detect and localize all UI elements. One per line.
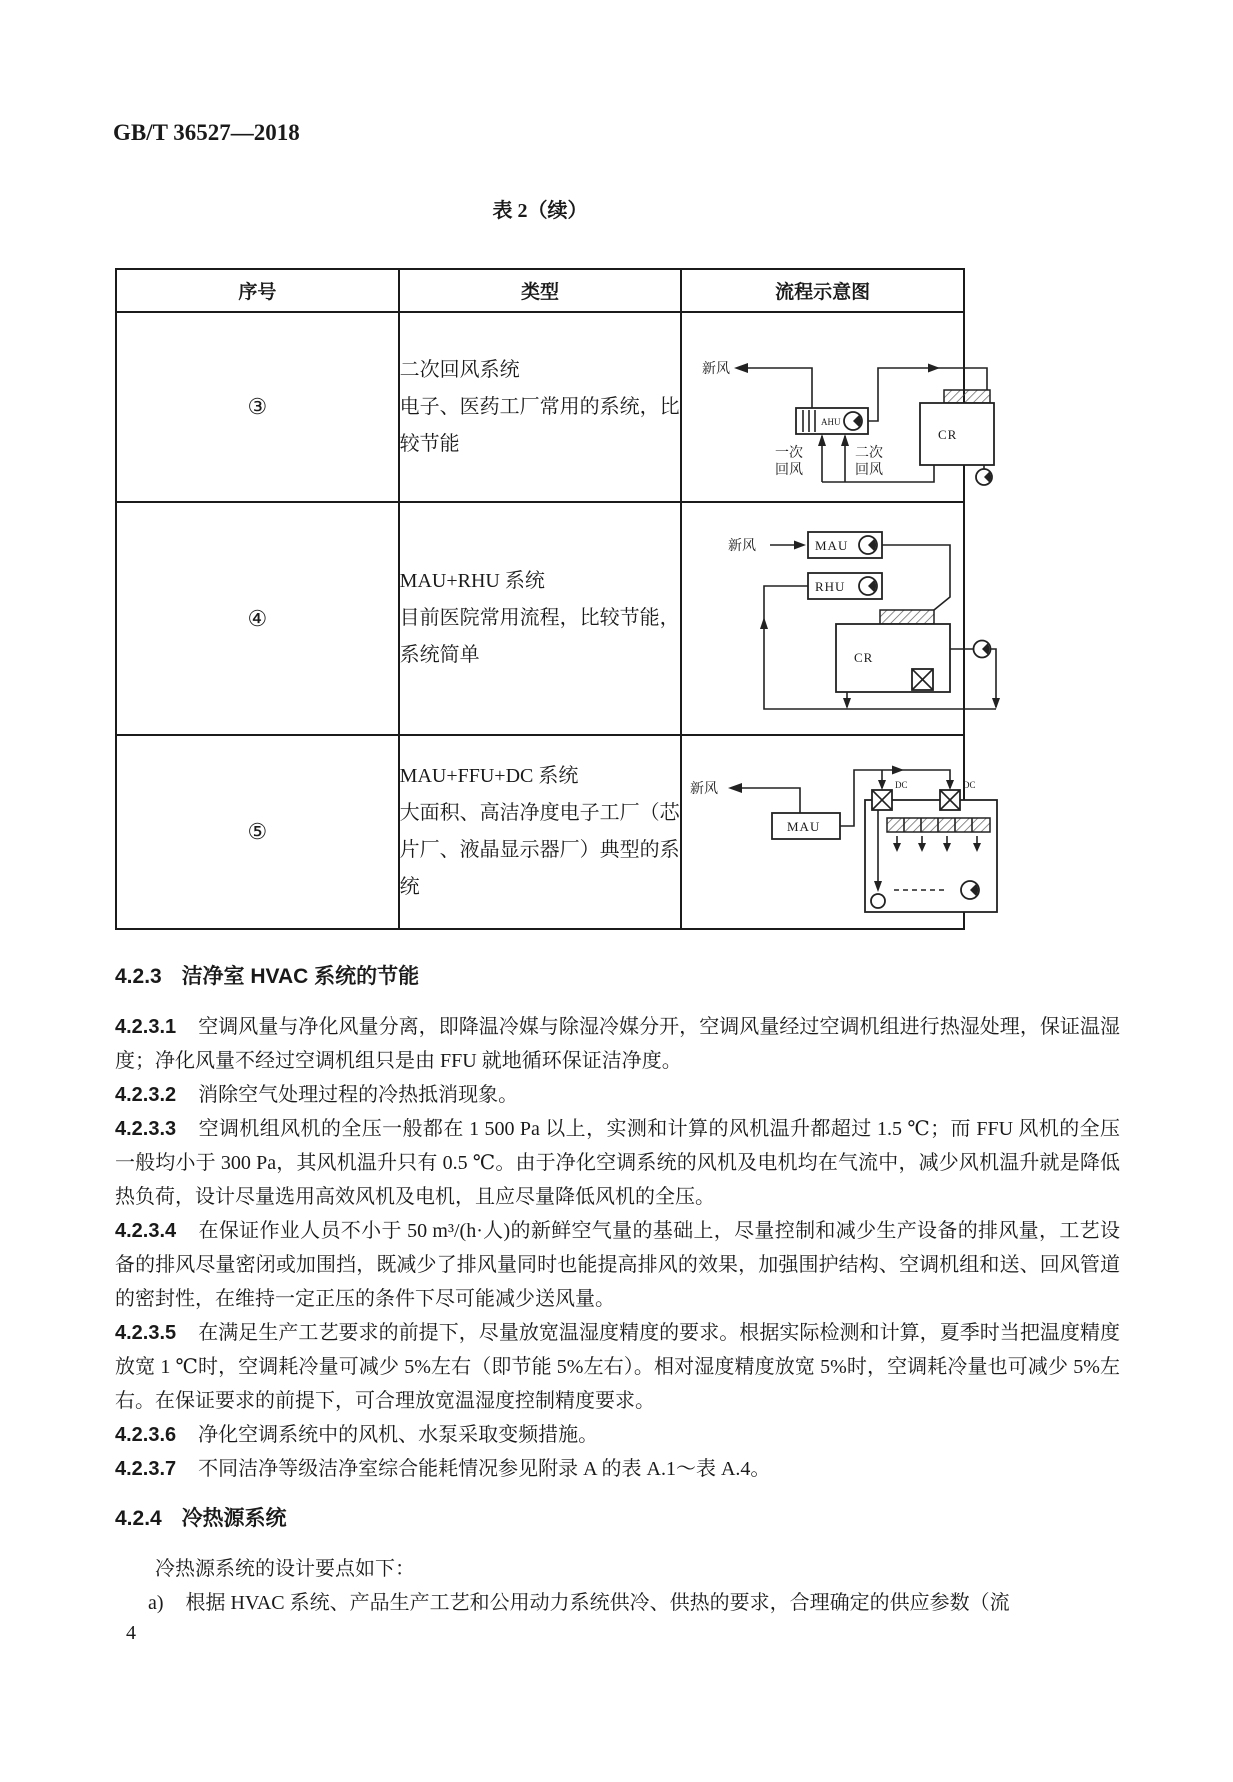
table-row xyxy=(116,312,964,502)
arrow-up-icon xyxy=(760,617,768,629)
arrow-right-icon xyxy=(794,540,806,549)
svg-text:回风: 回风 xyxy=(775,462,804,478)
clause-text: 空调风量与净化风量分离，即降温冷媒与除湿冷媒分开，空调风量经过空调机组进行热湿处理，保证温湿度；净化风量不经过空调机组只是由 FFU 就地循环保证洁净度。 xyxy=(115,1016,1121,1072)
row-type-cell xyxy=(399,312,682,502)
section-heading-4-2-4 xyxy=(115,1504,1120,1534)
section-number: 4.2.3 xyxy=(115,965,162,988)
system-desc: 大面积、高洁净度电子工厂（芯片厂、液晶显示器厂）典型的系统 xyxy=(399,802,680,898)
section-number: 4.2.4 xyxy=(115,1507,162,1530)
clause-paragraph xyxy=(115,1010,1120,1078)
flow-diagram-mau-rhu-system xyxy=(682,509,1012,729)
arrow-left-icon xyxy=(728,783,742,793)
diagram-label-fresh-air: 新风 xyxy=(690,781,719,797)
filter-strip xyxy=(880,610,934,624)
clause-text: 空调机组风机的全压一般都在 1 500 Pa 以上，实测和计算的风机温升都超过 1.5 ℃；而 FFU 风机的全压一般均小于 300 Pa，其风机温升只有 0.5 ℃。由于净化空调系统的风机及电机均在气流中，减少风机温升就是降低热负荷，设计尽量选用高效风机及电机，且应尽量降低风机的全压。 xyxy=(115,1118,1121,1208)
clause-paragraph xyxy=(115,1452,1120,1486)
diagram-label-fresh-air: 新风 xyxy=(728,538,757,554)
arrow-up-icon xyxy=(818,434,826,446)
page-number: 4 xyxy=(126,1622,136,1644)
row-number: ⑤ xyxy=(116,735,399,929)
section-intro: 冷热源系统的设计要点如下： xyxy=(155,1558,415,1580)
system-desc: 目前医院常用流程，比较节能，系统简单 xyxy=(399,607,680,666)
clause-number: 4.2.3.7 xyxy=(115,1458,177,1480)
clause-text: 在满足生产工艺要求的前提下，尽量放宽温湿度精度的要求。根据实际检测和计算，夏季时当把温度精度放宽 1 ℃时，空调耗冷量可减少 5%左右（即节能 5%左右）。相对湿度精度放宽 5%时，空调耗冷量也可减少 5%左右。在保证要求的前提下，可合理放宽温湿度控制精度要求。 xyxy=(115,1322,1121,1412)
row-number: ③ xyxy=(116,312,399,502)
table-row xyxy=(116,735,964,929)
col-header-no: 序号 xyxy=(116,269,399,312)
row-number: ④ xyxy=(116,502,399,735)
diagram-label-mau: MAU xyxy=(815,537,849,553)
arrow-down-icon xyxy=(946,780,954,790)
diagram-label-dc-right: DC xyxy=(963,779,976,790)
list-item-a xyxy=(115,1586,1120,1620)
section-title: 洁净室 HVAC 系统的节能 xyxy=(181,965,420,988)
table-2-continued xyxy=(115,268,976,930)
diagram-label-fresh-air: 新风 xyxy=(702,361,731,377)
diagram-label-secondary-return: 二次 xyxy=(855,445,884,461)
diagram-label-ahu: AHU xyxy=(821,416,841,427)
clause-number: 4.2.3.2 xyxy=(115,1084,177,1106)
table-title: 表 2（续） xyxy=(492,200,588,222)
list-item-label: a) xyxy=(148,1592,164,1614)
clause-paragraph xyxy=(115,1418,1120,1452)
arrow-up-icon xyxy=(841,434,849,446)
col-header-diagram: 流程示意图 xyxy=(681,269,964,312)
row-type-cell xyxy=(399,502,682,735)
section-title: 冷热源系统 xyxy=(181,1507,287,1530)
row-type-cell xyxy=(399,735,682,929)
clause-text: 净化空调系统中的风机、水泵采取变频措施。 xyxy=(198,1424,599,1446)
system-name: MAU+RHU 系统 xyxy=(399,570,545,592)
diagram-label-dc-left: DC xyxy=(895,779,908,790)
arrow-right-icon xyxy=(928,363,940,372)
system-name: MAU+FFU+DC 系统 xyxy=(399,765,579,787)
clause-text: 消除空气处理过程的冷热抵消现象。 xyxy=(198,1084,519,1106)
fan-icon xyxy=(871,894,885,908)
arrow-right-icon xyxy=(892,765,904,774)
svg-text:回风: 回风 xyxy=(855,462,884,478)
clause-paragraph xyxy=(115,1316,1120,1418)
arrow-down-icon xyxy=(878,780,886,790)
arrow-down-icon xyxy=(843,698,851,709)
system-name: 二次回风系统 xyxy=(399,358,520,381)
body-text xyxy=(115,962,1120,1620)
clause-paragraph xyxy=(115,1214,1120,1316)
filter-strip xyxy=(944,390,990,403)
diagram-label-rhu: RHU xyxy=(815,578,846,594)
table-row xyxy=(116,502,964,735)
standard-number: GB/T 36527—2018 xyxy=(113,120,300,145)
clause-number: 4.2.3.5 xyxy=(115,1322,177,1344)
clause-paragraph xyxy=(115,1078,1120,1112)
diagram-label-cleanroom: CR xyxy=(854,649,874,665)
clause-number: 4.2.3.1 xyxy=(115,1016,177,1038)
system-desc: 电子、医药工厂常用的系统，比较节能 xyxy=(399,395,680,455)
section-heading-4-2-3 xyxy=(115,962,1120,992)
row-diagram-cell xyxy=(681,312,964,502)
clause-number: 4.2.3.4 xyxy=(115,1220,177,1242)
col-header-type: 类型 xyxy=(399,269,682,312)
arrow-left-icon xyxy=(734,363,748,373)
flow-diagram-secondary-return-system xyxy=(682,320,1012,495)
list-item-text: 根据 HVAC 系统、产品生产工艺和公用动力系统供冷、供热的要求，合理确定的供应参数（流 xyxy=(185,1592,1010,1614)
clause-text: 不同洁净等级洁净室综合能耗情况参见附录 A 的表 A.1～表 A.4。 xyxy=(198,1458,771,1480)
clause-number: 4.2.3.3 xyxy=(115,1118,177,1140)
clause-text: 在保证作业人员不小于 50 m³/(h·人)的新鲜空气量的基础上，尽量控制和减少生产设备的排风量，工艺设备的排风尽量密闭或加围挡，既减少了排风量同时也能提高排风的效果，加强围护结构、空调机组和送、回风管道的密封性，在维持一定正压的条件下尽可能减少送风量。 xyxy=(115,1220,1120,1310)
flow-diagram-mau-ffu-dc-system xyxy=(682,740,1012,925)
table-header-row xyxy=(116,269,964,312)
clause-paragraph xyxy=(115,1112,1120,1214)
diagram-label-primary-return: 一次 xyxy=(775,445,804,461)
diagram-label-cleanroom: CR xyxy=(938,426,958,442)
row-diagram-cell xyxy=(681,735,976,929)
arrow-down-icon xyxy=(992,698,1000,709)
diagram-label-mau: MAU xyxy=(787,818,821,834)
row-diagram-cell xyxy=(681,502,964,735)
clause-number: 4.2.3.6 xyxy=(115,1424,177,1446)
